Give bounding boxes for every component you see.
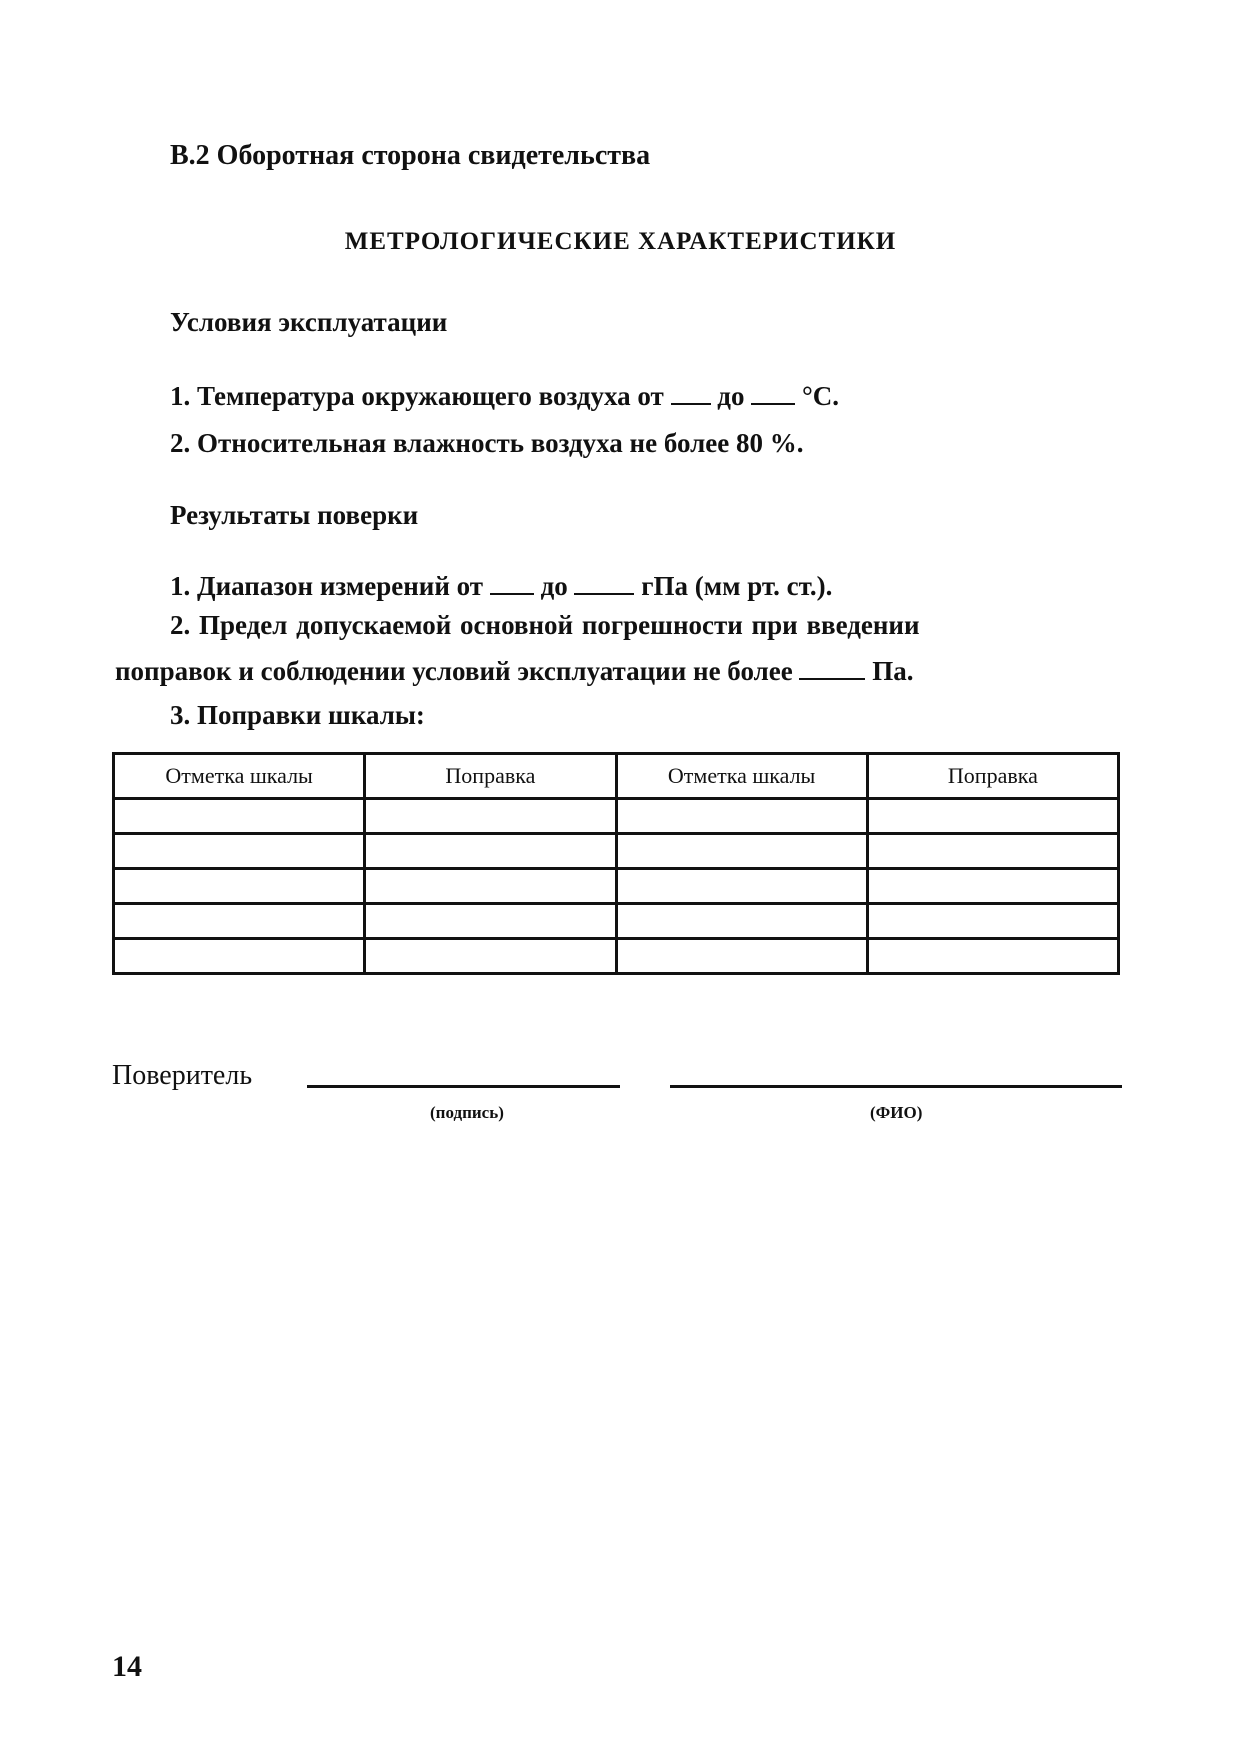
- error-limit-line-1: 2. Предел допускаемой основной погрешности при введении: [170, 610, 920, 640]
- table-cell: [867, 904, 1118, 939]
- temperature-middle: до: [717, 381, 745, 411]
- header-correction-2: Поправка: [867, 754, 1118, 799]
- table-cell: [114, 799, 365, 834]
- temperature-max-blank: [751, 376, 795, 405]
- table-cell: [114, 939, 365, 974]
- table-cell: [365, 869, 616, 904]
- table-cell: [114, 869, 365, 904]
- table-row: [114, 939, 1119, 974]
- table-cell: [616, 939, 867, 974]
- error-limit-line-2: [115, 651, 913, 687]
- temperature-line: [170, 376, 839, 412]
- signature-caption: (подпись): [430, 1103, 504, 1122]
- table-body: [114, 799, 1119, 974]
- header-correction-1: Поправка: [365, 754, 616, 799]
- table-cell: [114, 834, 365, 869]
- table-header-row: [114, 754, 1119, 799]
- header-scale-mark-2: Отметка шкалы: [616, 754, 867, 799]
- temperature-min-blank: [671, 376, 711, 405]
- range-suffix: гПа (мм рт. ст.).: [641, 571, 833, 601]
- table-cell: [867, 869, 1118, 904]
- header-scale-mark-1: Отметка шкалы: [114, 754, 365, 799]
- humidity-line: 2. Относительная влажность воздуха не более 80 %.: [170, 428, 804, 458]
- table-cell: [365, 904, 616, 939]
- range-min-blank: [490, 566, 534, 595]
- table-cell: [616, 799, 867, 834]
- measurement-range-line: [170, 566, 832, 602]
- table-cell: [867, 939, 1118, 974]
- temperature-prefix: 1. Температура окружающего воздуха от: [170, 381, 664, 411]
- table-row: [114, 904, 1119, 939]
- temperature-suffix: °С.: [801, 381, 840, 411]
- name-caption: (ФИО): [870, 1103, 923, 1122]
- table-row: [114, 799, 1119, 834]
- range-middle: до: [540, 571, 568, 601]
- table-cell: [114, 904, 365, 939]
- table-row: [114, 834, 1119, 869]
- verification-results-heading: Результаты поверки: [170, 500, 419, 530]
- error-limit-suffix: Па.: [872, 656, 914, 686]
- main-heading: МЕТРОЛОГИЧЕСКИЕ ХАРАКТЕРИСТИКИ: [344, 228, 897, 255]
- error-limit-blank: [799, 651, 865, 680]
- name-line: [670, 1085, 1122, 1088]
- scale-corrections-heading: 3. Поправки шкалы:: [170, 700, 425, 730]
- table-cell: [365, 939, 616, 974]
- table-cell: [616, 904, 867, 939]
- signature-line: [307, 1085, 620, 1088]
- table-cell: [616, 869, 867, 904]
- section-heading: В.2 Оборотная сторона свидетельства: [170, 140, 651, 171]
- page-number: 14: [112, 1650, 142, 1683]
- range-prefix: 1. Диапазон измерений от: [170, 571, 484, 601]
- table-cell: [365, 799, 616, 834]
- table-cell: [867, 834, 1118, 869]
- table-row: [114, 869, 1119, 904]
- error-limit-prefix: поправок и соблюдении условий эксплуатации не более: [115, 656, 793, 686]
- range-max-blank: [574, 566, 634, 595]
- verifier-label: Поверитель: [112, 1060, 253, 1091]
- table-cell: [616, 834, 867, 869]
- scale-corrections-table: [112, 752, 1120, 975]
- operating-conditions-heading: Условия эксплуатации: [170, 307, 448, 337]
- table-cell: [365, 834, 616, 869]
- table-cell: [867, 799, 1118, 834]
